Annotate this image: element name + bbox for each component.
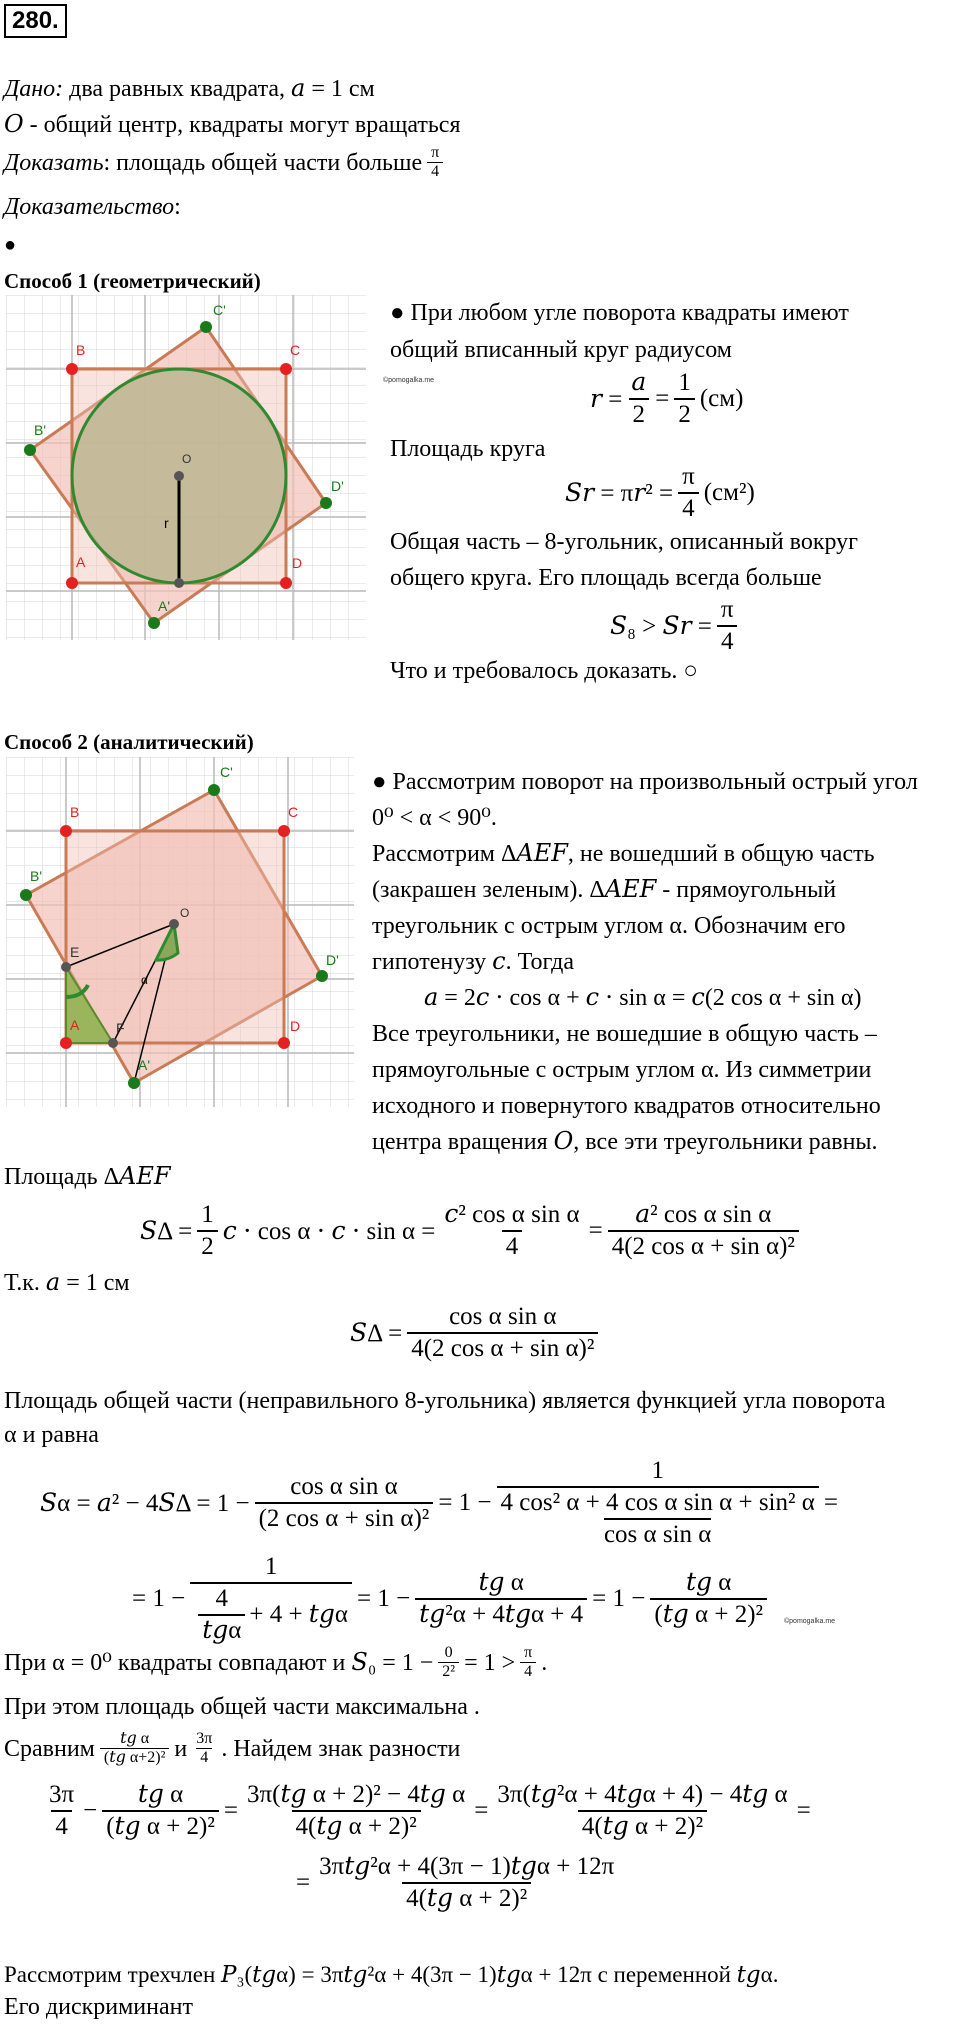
e2-lhs: 𝑆Δ = [350,1320,403,1347]
label2-B: B [70,804,80,820]
m2-p9: прямоугольные с острым углом α. Из симметрии [372,1057,872,1083]
e5-m2: = [223,1797,238,1824]
l7-frac-2: $\frac{3\pi}{4}$ [196,1730,213,1766]
e1-mid: 𝑐 ⋅ cos α ⋅ 𝑐 ⋅ sin α = [222,1218,436,1245]
method1-title: Способ 1 (геометрический) [4,269,261,293]
e5-frac-2: $\frac{\text{𝑡𝑔 α}}{\text{(𝑡𝑔 α + 2)²}}$ [102,1780,219,1842]
m1-eq-s8 [610,595,743,657]
given-text: два равных квадрата, 𝑎 = 1 см [63,76,375,102]
eq-r-lhs: 𝑟 = [590,386,623,413]
m1-eq-s [565,462,755,524]
m2-p10: исходного и повернутого квадратов относительно [372,1093,881,1119]
e5-frac-1: $\frac{3\pi}{4}$ [49,1781,75,1840]
area-l7 [4,1730,460,1767]
m2-p5: треугольник с острым углом α. Обозначим его [372,913,846,939]
m1-p1: ● При любом угле поворота квадраты имеют [390,300,849,326]
e3-lhs: 𝑆α = 𝑎² − 4𝑆Δ = 1 − [40,1490,250,1517]
proof-bullet: ● [4,234,17,256]
e4-frac-1: 1 $\frac{4}{\text{𝑡𝑔α}}$ + 4 + 𝑡𝑔α [190,1552,352,1646]
label2-F: F [116,1020,125,1036]
m1-p5: общего круга. Его площадь всегда больше [390,565,822,591]
label-O: O [182,452,192,466]
method2-title: Способ 2 (аналитический) [4,730,254,754]
area-l3: Площадь общей части (неправильного 8-угольника) является функцией угла поворота [4,1388,886,1414]
label-r: r [164,515,169,531]
l5-b: = 1 > [464,1649,516,1676]
eq-r-mid: = [655,385,670,412]
prove-text: : площадь общей части больше [103,149,423,176]
proof-label: Доказательство [4,194,175,220]
m1-p3: Площадь круга [390,436,546,462]
e6-lhs: = [296,1869,311,1896]
prove-line [4,144,448,181]
l5-frac-1: $\frac{0}{\text{2²}}$ [438,1644,459,1681]
l7-frac-1: $\frac{\text{𝑡𝑔 α}}{\text{(𝑡𝑔 α+2)²}}$ [100,1730,170,1767]
m1-eq-r [590,368,743,430]
area-l2: Т.к. 𝑎 = 1 см [4,1270,130,1296]
e4-m1: = 1 − [356,1585,411,1612]
label-D: D [292,555,303,571]
eq-s8-frac: $\frac{\pi}{4}$ [717,595,738,657]
m2-p1: ● Рассмотрим поворот на произвольный острый угол [372,769,918,795]
watermark-1: ©pomogalka.me [383,377,435,384]
l5-frac-2: $\frac{\pi}{4}$ [520,1644,536,1681]
e1-eq: = [588,1217,603,1244]
e5-end: = [796,1797,811,1824]
area-l4: α и равна [4,1422,99,1448]
label-A-prime: A' [158,598,171,614]
label-C-prime: C' [213,302,226,318]
e3-frac-1: $\frac{\text{cos α sin α}}{\text{(2 cos α + sin α)²}}$ [255,1472,434,1534]
label2-alpha: α [141,973,148,987]
area-l8: Рассмотрим трехчлен 𝑃₃(𝑡𝑔α) = 3π𝑡𝑔²α + 4(3π − 1)𝑡𝑔α + 12π с переменной 𝑡𝑔α. [4,1962,779,1987]
label-B: B [76,342,86,358]
label2-B-prime: B' [30,868,43,884]
eq-r-frac-1: $\frac{\text{𝑎}}{2}$ [627,368,650,430]
m1-p2: общий вписанный круг радиусом [390,337,732,363]
label-D-prime: D' [331,478,344,494]
prove-label: Доказать [4,149,104,176]
label-B-prime: B' [34,422,47,438]
e2-frac: $\frac{\text{cos α sin α}}{\text{4(2 cos α + sin α)²}}$ [407,1302,598,1364]
m1-p4: Общая часть – 8-угольник, описанный вокруг [390,529,859,555]
area-eq-6 [296,1852,623,1914]
m2-p8: Все треугольники, не вошедшие в общую часть – [372,1021,877,1047]
label2-C-prime: C' [220,764,233,780]
method2-figure [6,757,354,1107]
e1-frac-1: $\frac{1}{2}$ [197,1200,218,1262]
eq-r-frac-2: $\frac{1}{2}$ [674,368,695,430]
method1-figure [6,295,366,640]
e3-mid: = 1 − [438,1489,492,1516]
area-l9: Его дискриминант [4,1994,193,2020]
e4-m2: = 1 − [592,1585,646,1612]
l5-a: При α = 0⁰ квадраты совпадают и 𝑆₀ = 1 − [4,1649,434,1676]
label2-C: C [288,804,299,820]
label-C: C [290,342,301,358]
eq-s-lhs: 𝑆𝑟 = π𝑟² = [565,480,674,507]
area-l6: При этом площадь общей части максимальна . [4,1694,480,1720]
eq-s-unit: (см²) [703,479,755,506]
label2-E: E [70,944,80,960]
e4-inner-rest: + 4 + 𝑡𝑔α [249,1601,348,1628]
area-eq-5 [40,1780,811,1842]
e3-f2-den-num: 4 cos² α + 4 cos α sin α + sin² α [500,1489,815,1516]
l7-c: . Найдем знак разности [221,1735,461,1762]
l5-c: . [541,1649,548,1676]
e6-frac: $\frac{\text{3π𝑡𝑔²α + 4(3π − 1)𝑡𝑔α + 12π}}{\text{4(𝑡𝑔 α + 2)²}}$ [319,1853,615,1912]
e3-f2-den-den: cos α sin α [604,1518,711,1550]
label2-O: O [180,906,190,920]
e4-lhs: = 1 − [132,1585,186,1612]
eq-s-frac: $\frac{\pi}{4}$ [678,462,699,524]
proof-colon: : [174,194,181,220]
m2-p4: (закрашен зеленым). Δ𝐴𝐸𝐹 - прямоугольный [372,877,837,903]
m2-p7: 𝑎 = 2𝑐 ⋅ cos α + 𝑐 ⋅ sin α = 𝑐(2 cos α + sin α) [424,985,862,1011]
e4-frac-2: $\frac{\text{𝑡𝑔 α}}{\text{𝑡𝑔²α + 4𝑡𝑔α + 4}}$ [415,1568,587,1630]
e5-m1: − [83,1797,98,1824]
m1-p6: Что и требовалось доказать. ○ [390,658,698,684]
watermark-2: ©pomogalka.me [784,1618,836,1625]
problem-number: 280. [4,4,67,38]
e3-end: = [823,1489,838,1516]
label2-A: A [70,1017,80,1033]
prove-fraction: $\frac{\pi}{4}$ [427,144,443,181]
label2-A-prime: A' [138,1057,151,1073]
area-eq-2 [350,1302,603,1364]
e4-frac-3: $\frac{\text{𝑡𝑔 α}}{\text{(𝑡𝑔 α + 2)²}}$ [650,1568,767,1630]
m2-p3: Рассмотрим Δ𝐴𝐸𝐹, не вошедший в общую часть [372,841,875,867]
area-l1: Площадь Δ𝐴𝐸𝐹 [4,1164,171,1190]
given-label: Дано: [4,76,64,102]
area-eq-3 [40,1456,838,1550]
eq-s8-lhs: 𝑆₈ > 𝑆𝑟 = [610,613,712,640]
m2-p11: центра вращения 𝑂, все эти треугольники равны. [372,1129,878,1155]
e5-frac-3: $\frac{\text{3π(𝑡𝑔 α + 2)² − 4𝑡𝑔 α}}{\text{4(𝑡𝑔 α + 2)²}}$ [247,1781,466,1840]
label-A: A [76,554,86,570]
area-l5 [4,1644,547,1681]
e1-lhs: 𝑆Δ = [140,1218,193,1245]
m2-p2: 0⁰ < α < 90⁰. [372,805,497,831]
e5-m3: = [474,1797,489,1824]
label2-D-prime: D' [326,952,339,968]
area-eq-1 [140,1200,804,1262]
area-eq-4 [132,1552,772,1646]
eq-r-unit: (см) [699,385,744,412]
e3-frac-2: $\frac{1}{\frac{\text{4 cos² α + 4 cos α sin α + sin² α}}{\text{cos α sin α}}}$ [497,1456,819,1550]
label2-D: D [290,1018,301,1034]
e4-inner-frac: $\frac{4}{\text{𝑡𝑔α}}$ [198,1584,245,1646]
e1-frac-2: $\frac{\text{𝑐² cos α sin α}}{4}$ [444,1201,580,1260]
e1-frac-3: $\frac{\text{𝑎² cos α sin α}}{\text{4(2 cos α + sin α)²}}$ [608,1200,799,1262]
l7-a: Сравним [4,1735,95,1762]
given-line-2: 𝑂 - общий центр, квадраты могут вращаться [4,112,461,138]
proof-line [4,192,181,222]
m2-p6: гипотенузу 𝑐. Тогда [372,949,574,975]
e5-frac-4: $\frac{\text{3π(𝑡𝑔²α + 4𝑡𝑔α + 4) − 4𝑡𝑔 α}}{\text{4(𝑡𝑔 α + 2)²}}$ [497,1781,788,1840]
given-line-1 [4,74,375,104]
l7-b: и [174,1735,188,1762]
